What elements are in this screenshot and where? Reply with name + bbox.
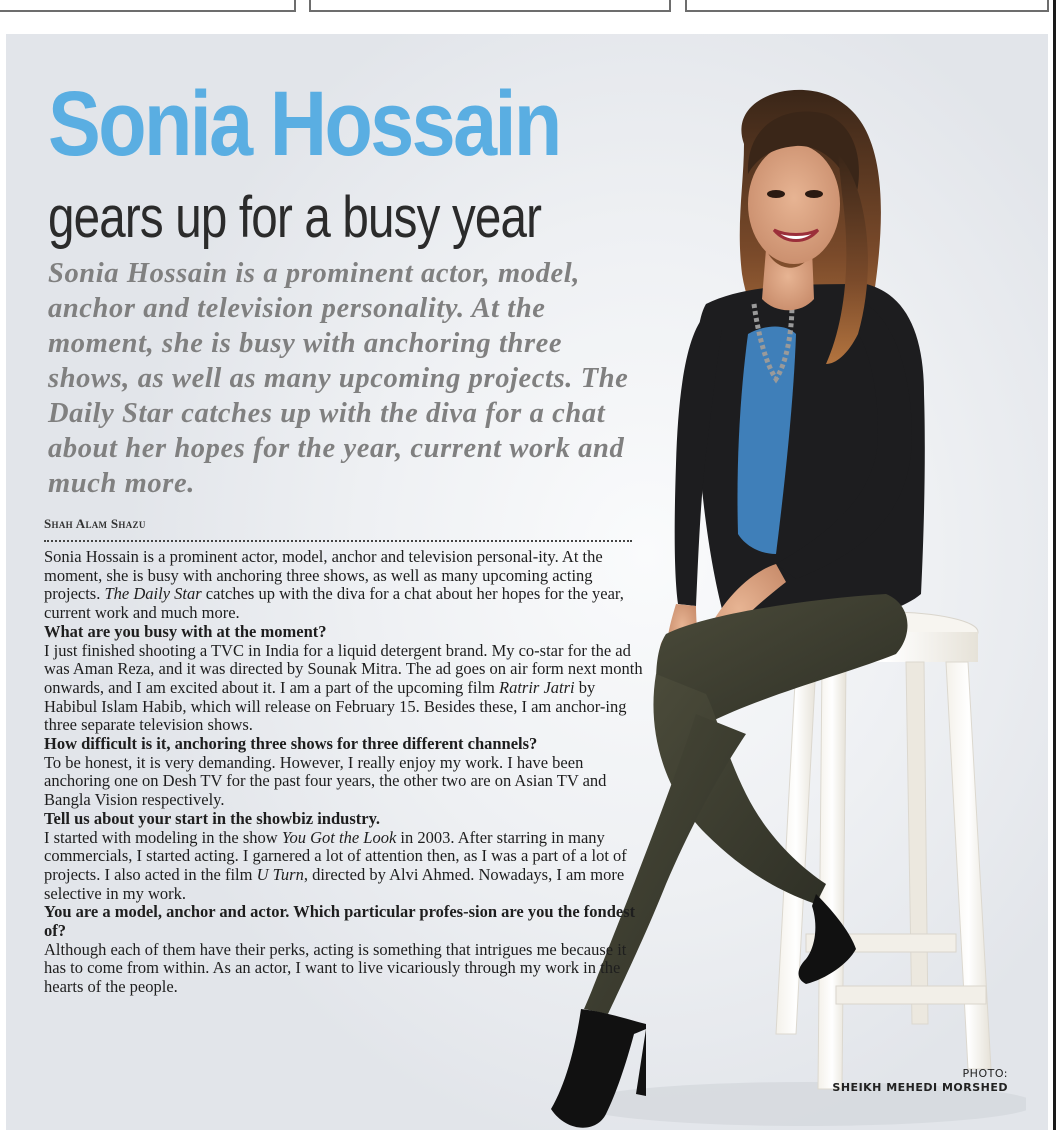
article-body: [44, 548, 644, 997]
question: What are you busy with at the moment?: [44, 621, 327, 641]
body-paragraph: Sonia Hossain is a prominent actor, model, anchor and television personal-ity. At the moment, she is busy with anchoring three shows, as well as many upcoming acting projects. The Daily Star catches up with the diva for a chat about her hopes for the year, current work and much more.: [44, 547, 624, 623]
question: Tell us about your start in the showbiz industry.: [44, 808, 381, 828]
answer: To be honest, it is very demanding. However, I really enjoy my work. I have been anchoring one on Desh TV for the past four years, the other two are on Asian TV and Bangla Vision respectively.: [44, 752, 607, 810]
byline: Shah Alam Shazu: [44, 516, 146, 531]
top-strip: [0, 0, 1059, 34]
top-box-center: [309, 0, 671, 12]
dotted-divider: [44, 540, 632, 542]
answer: Although each of them have their perks, acting is something that intrigues me because it has to come from within. As an actor, I want to live vicariously through my work in the hearts of the people.: [44, 939, 627, 997]
article-panel: [6, 34, 1048, 1130]
subheadline: gears up for a busy year: [48, 185, 542, 250]
headline: Sonia Hossain: [48, 73, 560, 175]
photographer-name: SHEIKH MEHEDI MORSHED: [832, 1081, 1008, 1094]
top-box-left: [0, 0, 296, 12]
question: How difficult is it, anchoring three shows for three different channels?: [44, 734, 538, 754]
answer: I started with modeling in the show You Got the Look in 2003. After starring in many commercials, I started acting. I garnered a lot of attention then, as I was a part of a lot of projects. I also acted in the film U Turn, directed by Alvi Ahmed. Nowadays, I am more selective in my work.: [44, 827, 627, 903]
right-border-rule: [1053, 0, 1056, 1130]
face: [748, 144, 840, 264]
photo-label: PHOTO:: [962, 1067, 1008, 1080]
answer: I just finished shooting a TVC in India for a liquid detergent brand. My co-star for the ad was Aman Reza, and it was directed by Sounak Mitra. The ad goes on air form next month onwards, and I am excited about it. I am a part of the upcoming film Ratrir Jatri by Habibul Islam Habib, which will release on February 15. Besides these, I am anchor-ing three separate television shows.: [44, 640, 643, 735]
photo-credit: [766, 1067, 1008, 1095]
question: You are a model, anchor and actor. Which particular profes-sion are you the fondest of?: [44, 902, 636, 941]
top-box-right: [685, 0, 1049, 12]
intro-standfirst: Sonia Hossain is a prominent actor, model, anchor and television personality. At the moment, she is busy with anchoring three shows, as well as many upcoming projects. The Daily Star catches up with the diva for a chat about her hopes for the year, current work and much more.: [48, 258, 629, 499]
